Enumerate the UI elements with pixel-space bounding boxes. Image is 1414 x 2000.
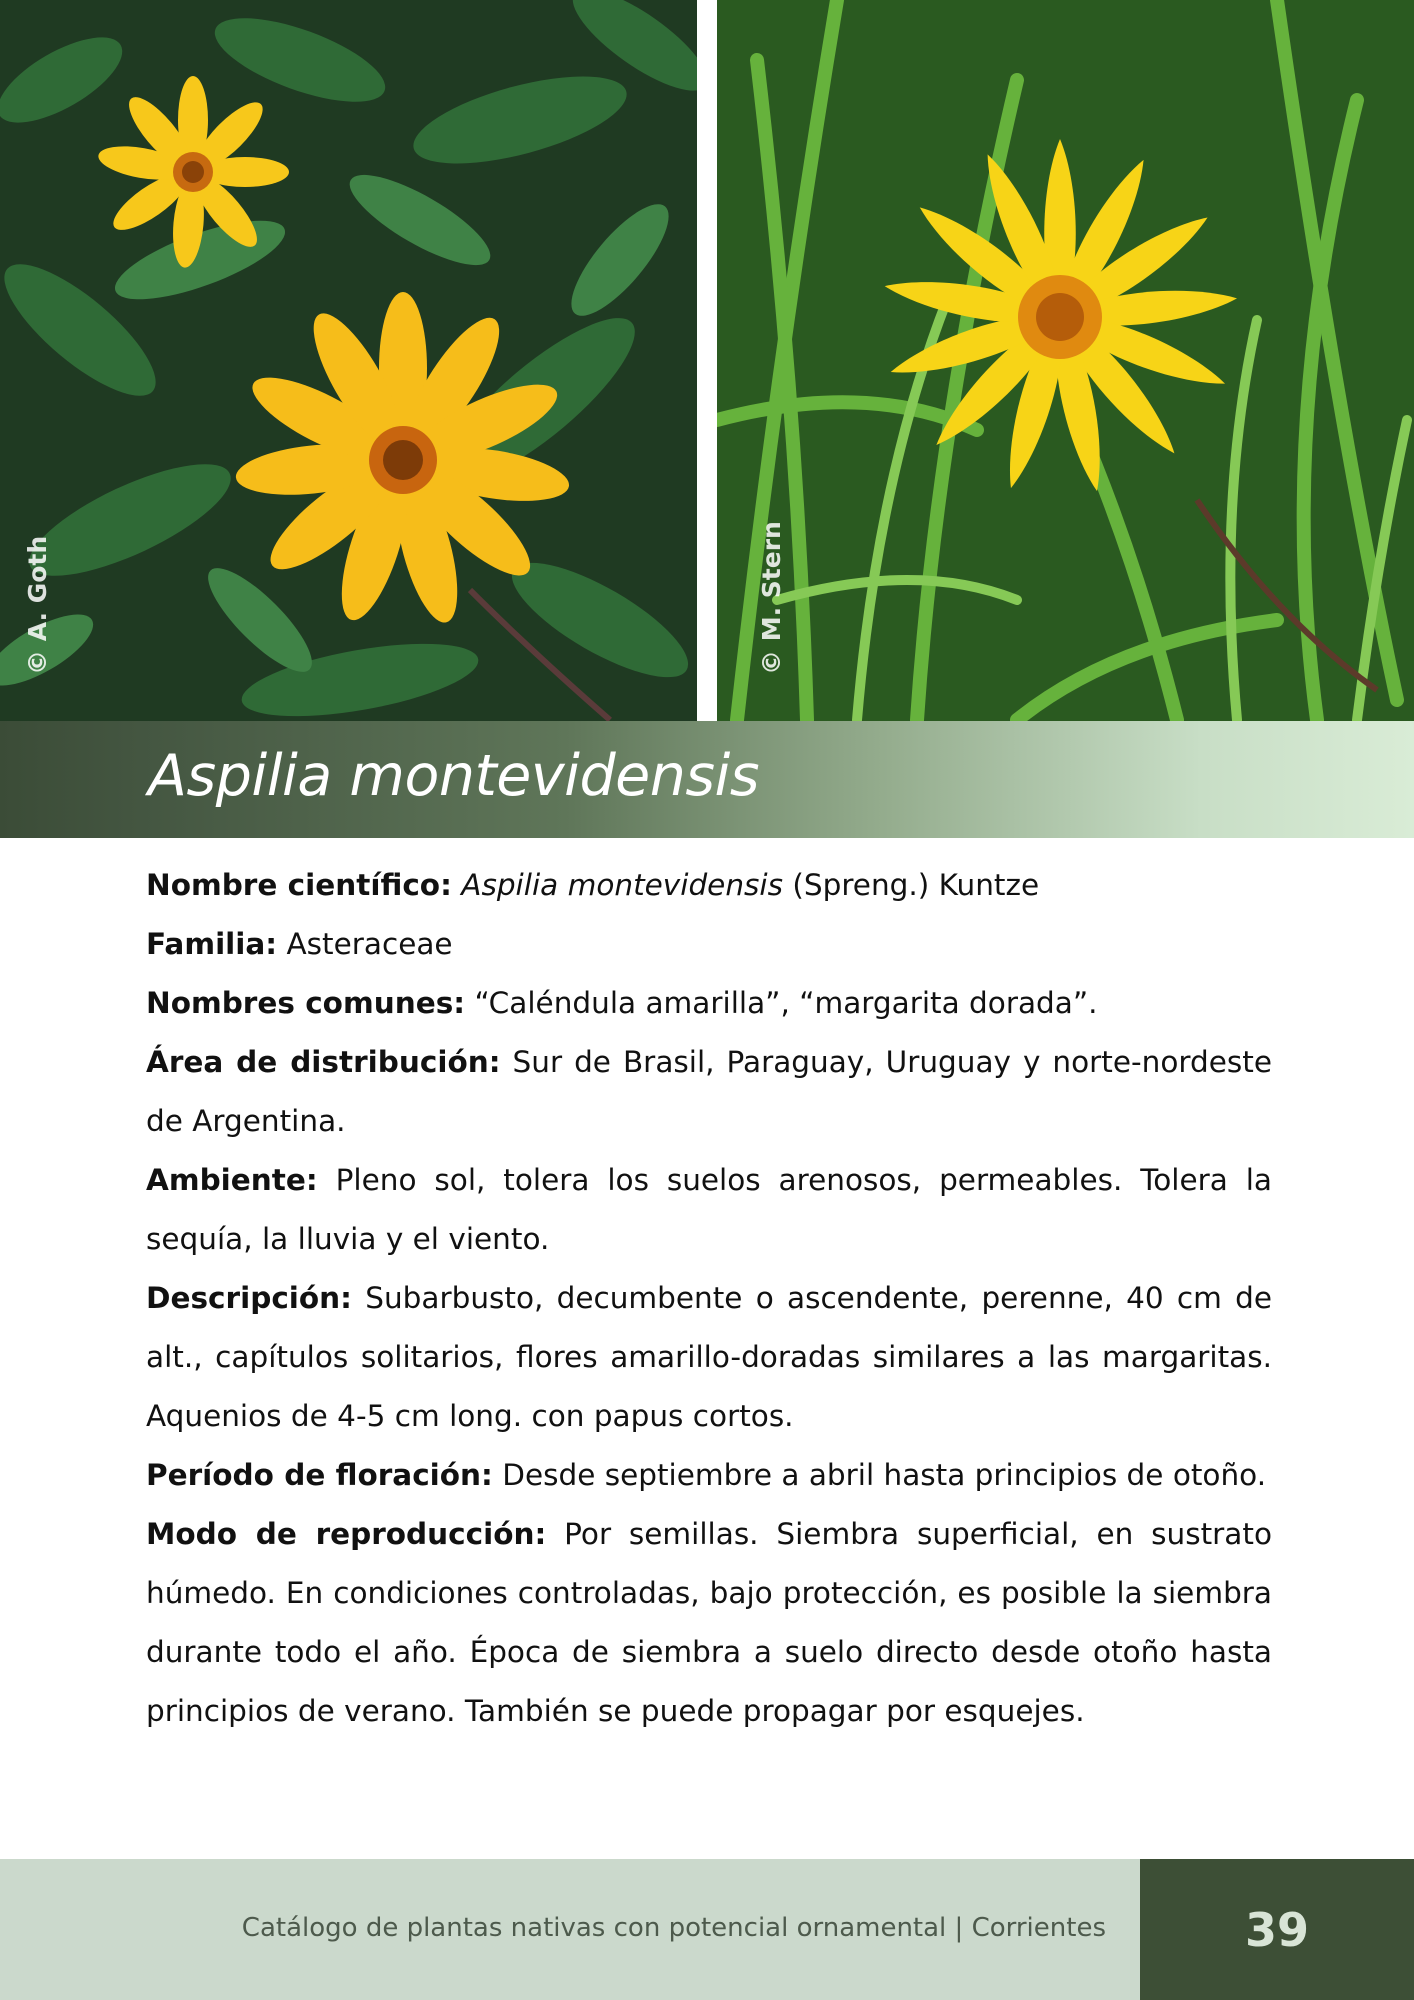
page-number: 39 bbox=[1244, 1903, 1309, 1957]
value: Desde septiembre a abril hasta principios de otoño. bbox=[502, 1458, 1267, 1492]
footer-catalog-title: Catálogo de plantas nativas con potencial ornamental | Corrientes bbox=[241, 1913, 1106, 1943]
title-band bbox=[0, 721, 1414, 838]
field-nombres-comunes bbox=[146, 974, 1272, 1033]
footer-bar bbox=[0, 1859, 1140, 2000]
scientific-name: Aspilia montevidensis bbox=[461, 868, 783, 902]
value: Sur de Brasil, Paraguay, Uruguay y norte-nordeste de Argentina. bbox=[146, 1045, 1272, 1138]
value: Subarbusto, decumbente o ascendente, perenne, 40 cm de alt., capítulos solitarios, flores amarillo-doradas similares a las margaritas. Aquenios de 4-5 cm long. con papus cortos. bbox=[146, 1281, 1272, 1433]
label: Familia: bbox=[146, 927, 278, 961]
photo-left bbox=[0, 0, 697, 721]
field-descripcion bbox=[146, 1269, 1272, 1446]
photo-credit-right: © M. Stern bbox=[757, 521, 786, 675]
species-title: Aspilia montevidensis bbox=[148, 743, 760, 809]
value: “Caléndula amarilla”, “margarita dorada”. bbox=[474, 986, 1098, 1020]
field-modo-reproduccion bbox=[146, 1505, 1272, 1741]
photo-divider bbox=[697, 0, 717, 721]
label: Ambiente: bbox=[146, 1163, 318, 1197]
field-familia bbox=[146, 915, 1272, 974]
author: (Spreng.) Kuntze bbox=[792, 868, 1040, 902]
field-periodo-floracion bbox=[146, 1446, 1272, 1505]
label: Nombres comunes: bbox=[146, 986, 466, 1020]
label: Período de floración: bbox=[146, 1458, 493, 1492]
label: Área de distribución: bbox=[146, 1045, 501, 1079]
field-ambiente bbox=[146, 1151, 1272, 1269]
footer-page-box bbox=[1140, 1859, 1414, 2000]
photo-right bbox=[717, 0, 1414, 721]
value: Asteraceae bbox=[286, 927, 453, 961]
yellow-flower-photo-left bbox=[0, 0, 697, 721]
yellow-flower-photo-right bbox=[717, 0, 1414, 721]
label: Descripción: bbox=[146, 1281, 352, 1315]
field-area-distribucion bbox=[146, 1033, 1272, 1151]
value: Por semillas. Siembra superficial, en sustrato húmedo. En condiciones controladas, bajo protección, es posible la siembra durante todo el año. Época de siembra a suelo directo desde otoño hasta principios de verano. También se puede propagar por esquejes. bbox=[146, 1517, 1272, 1728]
species-description bbox=[146, 856, 1272, 1741]
label: Modo de reproducción: bbox=[146, 1517, 547, 1551]
field-nombre-cientifico bbox=[146, 856, 1272, 915]
label: Nombre científico: bbox=[146, 868, 452, 902]
value: Pleno sol, tolera los suelos arenosos, permeables. Tolera la sequía, la lluvia y el viento. bbox=[146, 1163, 1272, 1256]
photo-credit-left: © A. Goth bbox=[23, 535, 52, 675]
